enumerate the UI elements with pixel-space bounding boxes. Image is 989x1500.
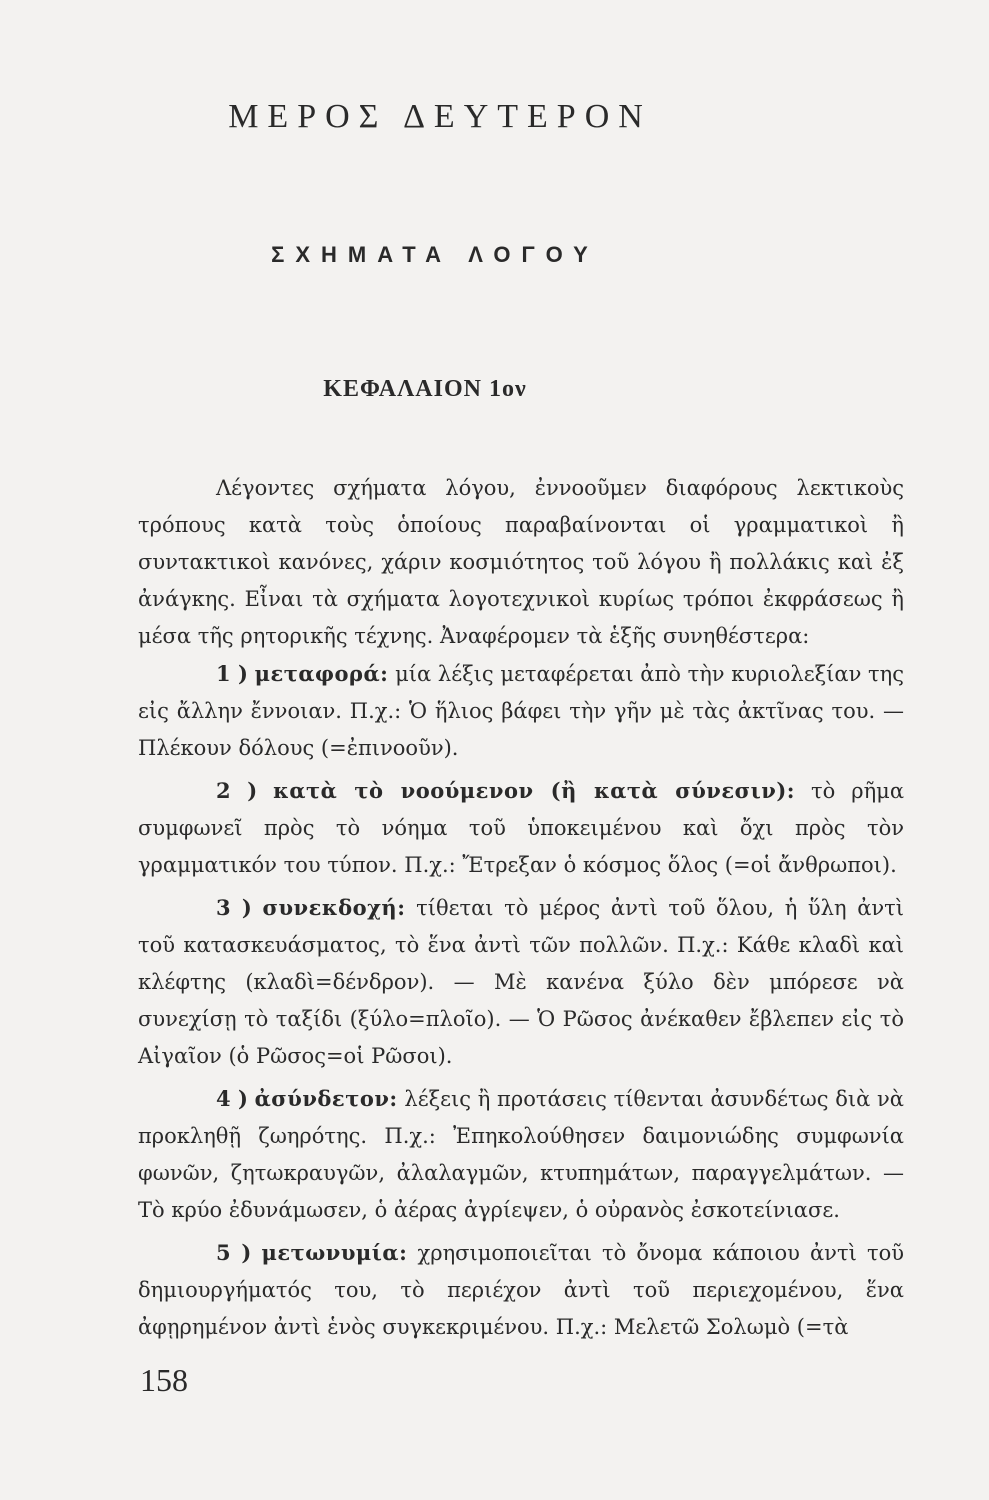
part-title: ΜΕΡΟΣ ΔΕΥΤΕΡΟΝ	[228, 98, 652, 135]
figure-number: 1 )	[216, 661, 248, 686]
body-text	[138, 470, 904, 1351]
figure-item-synesis	[138, 772, 904, 884]
figure-term: ἀσύνδετον:	[254, 1086, 398, 1111]
figure-number: 4 )	[216, 1086, 248, 1111]
intro-paragraph: Λέγοντες σχήματα λόγου, ἐννοοῦμεν διαφόρους λεκτικοὺς τρόπους κατὰ τοὺς ὁποίους παραβαίνονται οἱ γραμματικοὶ ἢ συντακτικοὶ κανόνες, χάριν κοσμιότητος τοῦ λόγου ἢ πολλάκις καὶ ἐξ ἀνάγκης. Εἶναι τὰ σχήματα λογοτεχνικοὶ κυρίως τρόποι ἐκφράσεως ἢ μέσα τῆς ρητορικῆς τέχνης. Ἀναφέρομεν τὰ ἑξῆς συνηθέστερα:	[138, 476, 904, 648]
section-title: ΣΧΗΜΑΤΑ ΛΟΓΟΥ	[271, 242, 599, 267]
figure-definition: χρησιμοποιεῖται τὸ ὄνομα κάποιου ἀντὶ τοῦ δημιουργήματός του, τὸ περιέχον ἀντὶ τοῦ περιεχομένου, ἕνα ἀφῃρημένον ἀντὶ ἑνὸς συγκεκριμένου. Π.χ.: Μελετῶ Σολωμὸ (=τὰ	[138, 1241, 904, 1339]
chapter-title: ΚΕΦΑΛΑΙΟΝ 1ον	[323, 376, 527, 402]
figure-definition: τὸ ρῆμα συμφωνεῖ πρὸς τὸ νόημα τοῦ ὑποκειμένου καὶ ὄχι πρὸς τὸν γραμματικόν του τύπον. Π.χ.: Ἔτρεξαν ὁ κόσμος ὅλος (=οἱ ἄνθρωποι).	[138, 779, 905, 877]
figure-item-synecdoche	[138, 889, 904, 1075]
figure-term: κατὰ τὸ νοούμενον (ἢ κατὰ σύνεσιν):	[273, 778, 796, 803]
figure-item-metonymy	[138, 1234, 904, 1346]
figure-definition: λέξεις ἢ προτάσεις τίθενται ἀσυνδέτως διὰ νὰ προκληθῇ ζωηρότης. Π.χ.: Ἐπηκολούθησεν δαιμονιώδης συμφωνία φωνῶν, ζητωκραυγῶν, ἀλαλαγμῶν, κτυπημάτων, παραγγελμάτων. — Τὸ κρύο ἐδυνάμωσεν, ὁ ἀέρας ἀγρίεψεν, ὁ οὐρανὸς ἐσκοτείνιασε.	[138, 1087, 904, 1222]
figure-definition: μία λέξις μεταφέρεται ἀπὸ τὴν κυριολεξίαν της εἰς ἄλλην ἔννοιαν. Π.χ.: Ὁ ἥλιος βάφει τὴν γῆν μὲ τὰς ἀκτῖνας του. — Πλέκουν δόλους (=ἐπινοοῦν).	[138, 662, 904, 760]
figure-number: 3 )	[216, 895, 252, 920]
figure-number: 5 )	[216, 1240, 252, 1265]
figure-item-metaphor	[138, 655, 904, 767]
figure-term: μεταφορά:	[254, 661, 389, 686]
figure-term: μετωνυμία:	[261, 1240, 408, 1265]
figure-term: συνεκδοχή:	[262, 895, 406, 920]
page-number: 158	[140, 1362, 188, 1398]
figure-number: 2 )	[216, 778, 258, 803]
figure-definition: τίθεται τὸ μέρος ἀντὶ τοῦ ὅλου, ἡ ὕλη ἀντὶ τοῦ κατασκευάσματος, τὸ ἕνα ἀντὶ τῶν πολλῶν. Π.χ.: Κάθε κλαδὶ καὶ κλέφτης (κλαδὶ=δένδρον). — Μὲ κανένα ξύλο δὲν μπόρεσε νὰ συνεχίσῃ τὸ ταξίδι (ξύλο=πλοῖο). — Ὁ Ρῶσος ἀνέκαθεν ἔβλεπεν εἰς τὸ Αἰγαῖον (ὁ Ρῶσος=οἱ Ρῶσοι).	[138, 896, 905, 1068]
figure-item-asyndeton	[138, 1080, 904, 1229]
